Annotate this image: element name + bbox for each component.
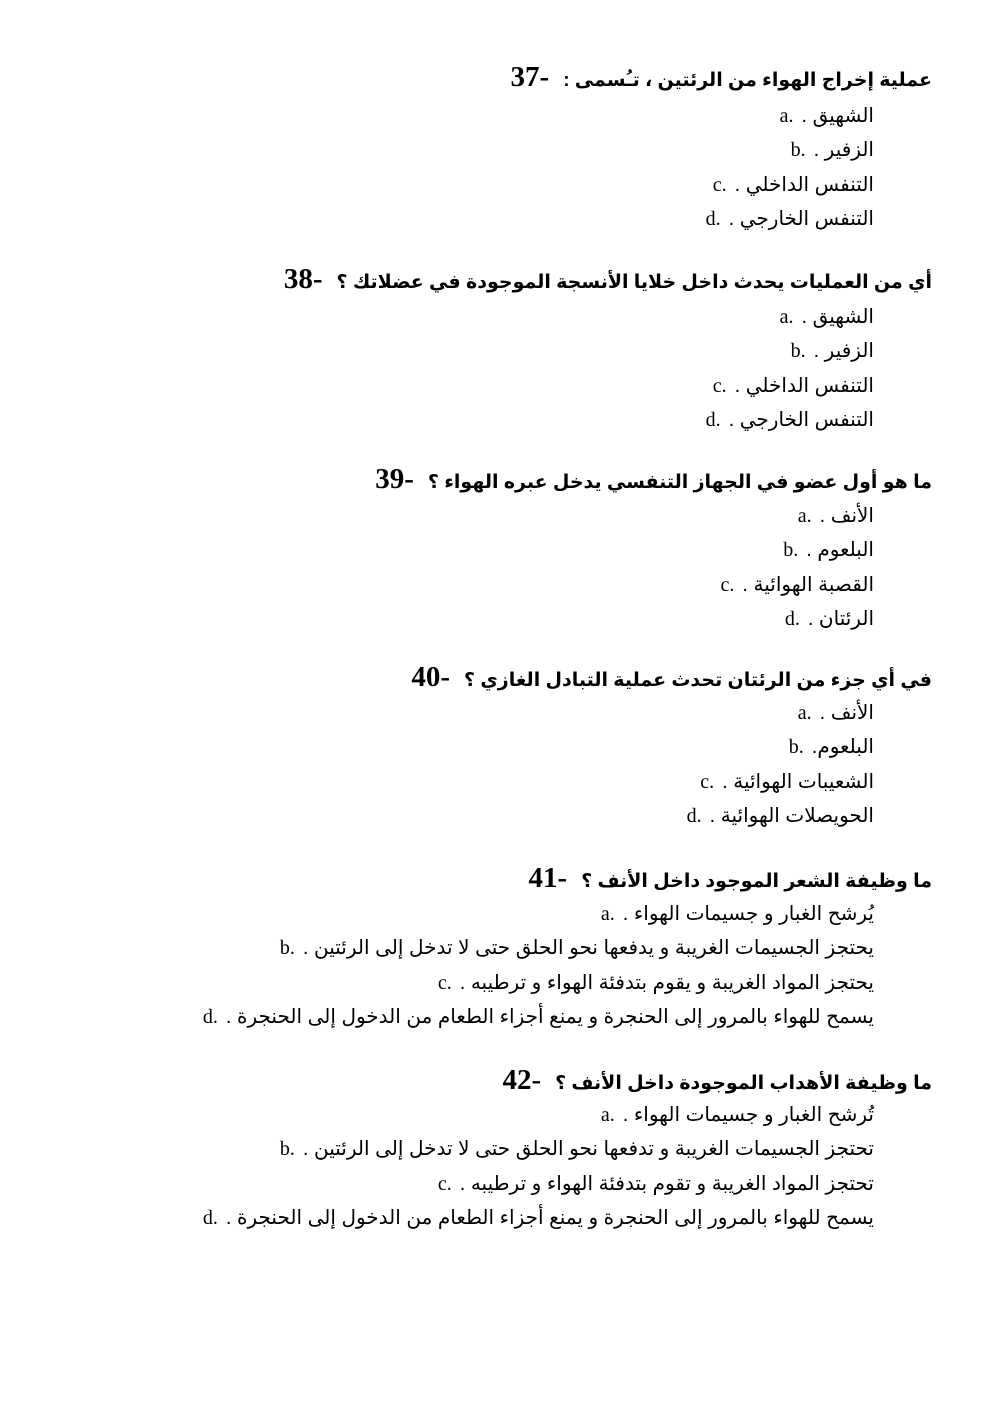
option-text: يسمح للهواء بالمرور إلى الحنجرة و يمنع أجزاء الطعام من الدخول إلى الحنجرة . — [225, 1006, 874, 1028]
question-heading: 40 - في أي جزء من الرئتان تحدث عملية التبادل الغازي ؟ — [411, 660, 932, 698]
option-c: c . الشعيبات الهوائية . — [700, 765, 874, 799]
option-text: يسمح للهواء بالمرور إلى الحنجرة و يمنع أجزاء الطعام من الدخول إلى الحنجرة . — [225, 1207, 874, 1229]
option-text: الشعيبات الهوائية . — [722, 771, 874, 793]
option-letter: b — [788, 736, 799, 758]
option-text: يحتجز الجسيمات الغريبة و يدفعها نحو الحلق حتى لا تدخل إلى الرئتين . — [302, 937, 874, 959]
option-d: d . الرئتان . — [785, 602, 874, 636]
option-b: b . تحتجز الجسيمات الغريبة و تدفعها نحو الحلق حتى لا تدخل إلى الرئتين . — [280, 1132, 874, 1166]
option-text: التنفس الخارجي . — [728, 208, 874, 230]
question-text: ما وظيفة الشعر الموجود داخل الأنف ؟ — [581, 871, 932, 892]
option-a: a . الأنف . — [798, 499, 874, 533]
option-d: d . يسمح للهواء بالمرور إلى الحنجرة و يمنع أجزاء الطعام من الدخول إلى الحنجرة . — [203, 1000, 874, 1034]
option-letter: d — [705, 409, 716, 431]
question-text: في أي جزء من الرئتان تحدث عملية التبادل الغازي ؟ — [464, 670, 932, 691]
option-letter: c — [437, 972, 447, 994]
option-a: a . يُرشح الغبار و جسيمات الهواء . — [601, 897, 874, 931]
option-letter: d — [686, 805, 697, 827]
option-letter: c — [720, 574, 730, 596]
question-number: 40 — [411, 661, 441, 693]
option-c: c . التنفس الداخلي . — [713, 168, 874, 202]
option-text: الشهيق . — [801, 105, 874, 127]
question-number: 42 — [502, 1064, 532, 1096]
option-text: الأنف . — [819, 505, 874, 527]
option-letter: d — [202, 1207, 213, 1229]
option-text: البلعوم. — [811, 736, 874, 758]
question-number: 41 — [528, 862, 558, 894]
option-letter: c — [700, 771, 710, 793]
option-letter: b — [279, 1138, 290, 1160]
option-d: d . التنفس الخارجي . — [706, 202, 874, 236]
option-b: b . البلعوم. — [789, 730, 874, 764]
option-text: تحتجز الجسيمات الغريبة و تدفعها نحو الحلق حتى لا تدخل إلى الرئتين . — [302, 1138, 874, 1160]
option-letter: c — [712, 375, 722, 397]
option-a: a . تُرشح الغبار و جسيمات الهواء . — [601, 1098, 874, 1132]
option-letter: b — [783, 539, 794, 561]
option-b: b . الزفير . — [791, 133, 874, 167]
option-b: b . البلعوم . — [783, 533, 874, 567]
option-letter: a — [779, 306, 789, 328]
option-text: الزفير . — [813, 139, 874, 161]
option-letter: a — [600, 903, 610, 925]
option-c: c . التنفس الداخلي . — [713, 369, 874, 403]
option-c: c . تحتجز المواد الغريبة و تقوم بتدفئة الهواء و ترطيبه . — [438, 1167, 874, 1201]
option-letter: a — [779, 105, 789, 127]
question-text: عملية إخراج الهواء من الرئتين ، تـُسمى : — [563, 70, 932, 91]
option-text: التنفس الداخلي . — [734, 375, 874, 397]
option-d: d . يسمح للهواء بالمرور إلى الحنجرة و يمنع أجزاء الطعام من الدخول إلى الحنجرة . — [203, 1201, 874, 1235]
option-text: البلعوم . — [806, 539, 874, 561]
option-text: الزفير . — [813, 340, 874, 362]
question-text: ما وظيفة الأهداب الموجودة داخل الأنف ؟ — [555, 1073, 932, 1094]
option-text: تحتجز المواد الغريبة و تقوم بتدفئة الهواء و ترطيبه . — [459, 1173, 874, 1195]
question-text: ما هو أول عضو في الجهاز التنفسي يدخل عبره الهواء ؟ — [427, 472, 932, 493]
question-heading: 39 - ما هو أول عضو في الجهاز التنفسي يدخل عبره الهواء ؟ — [375, 462, 932, 500]
option-text: الرئتان . — [807, 608, 874, 630]
option-d: d . التنفس الخارجي . — [706, 403, 874, 437]
option-c: c . القصبة الهوائية . — [720, 568, 874, 602]
option-text: تُرشح الغبار و جسيمات الهواء . — [622, 1104, 874, 1126]
question-text: أي من العمليات يحدث داخل خلايا الأنسجة الموجودة في عضلاتك ؟ — [336, 272, 932, 293]
option-letter: b — [790, 139, 801, 161]
option-text: التنفس الخارجي . — [728, 409, 874, 431]
question-heading: 37 - عملية إخراج الهواء من الرئتين ، تـُسمى : — [511, 60, 932, 98]
option-letter: c — [712, 174, 722, 196]
question-heading: 38 - أي من العمليات يحدث داخل خلايا الأنسجة الموجودة في عضلاتك ؟ — [284, 262, 932, 300]
question-heading: 42 - ما وظيفة الأهداب الموجودة داخل الأنف ؟ — [502, 1063, 932, 1101]
question-number: 38 — [283, 263, 313, 295]
option-b: b . يحتجز الجسيمات الغريبة و يدفعها نحو الحلق حتى لا تدخل إلى الرئتين . — [280, 931, 874, 965]
option-a: a . الأنف . — [798, 696, 874, 730]
option-a: a . الشهيق . — [780, 99, 874, 133]
option-c: c . يحتجز المواد الغريبة و يقوم بتدفئة الهواء و ترطيبه . — [438, 966, 874, 1000]
option-text: القصبة الهوائية . — [742, 574, 874, 596]
option-text: يُرشح الغبار و جسيمات الهواء . — [622, 903, 874, 925]
option-letter: d — [705, 208, 716, 230]
option-letter: b — [790, 340, 801, 362]
question-number: 37 — [510, 61, 540, 93]
option-a: a . الشهيق . — [780, 300, 874, 334]
option-text: الشهيق . — [801, 306, 874, 328]
option-text: التنفس الداخلي . — [734, 174, 874, 196]
option-letter: d — [784, 608, 795, 630]
option-text: الحويصلات الهوائية . — [709, 805, 874, 827]
option-letter: a — [797, 505, 807, 527]
question-heading: 41 - ما وظيفة الشعر الموجود داخل الأنف ؟ — [529, 861, 932, 899]
option-letter: a — [797, 702, 807, 724]
option-text: الأنف . — [819, 702, 874, 724]
option-letter: a — [600, 1104, 610, 1126]
option-letter: b — [279, 937, 290, 959]
question-number: 39 — [375, 463, 405, 495]
option-text: يحتجز المواد الغريبة و يقوم بتدفئة الهواء و ترطيبه . — [459, 972, 874, 994]
option-letter: c — [437, 1173, 447, 1195]
option-d: d . الحويصلات الهوائية . — [687, 799, 874, 833]
option-letter: d — [202, 1006, 213, 1028]
option-b: b . الزفير . — [791, 334, 874, 368]
